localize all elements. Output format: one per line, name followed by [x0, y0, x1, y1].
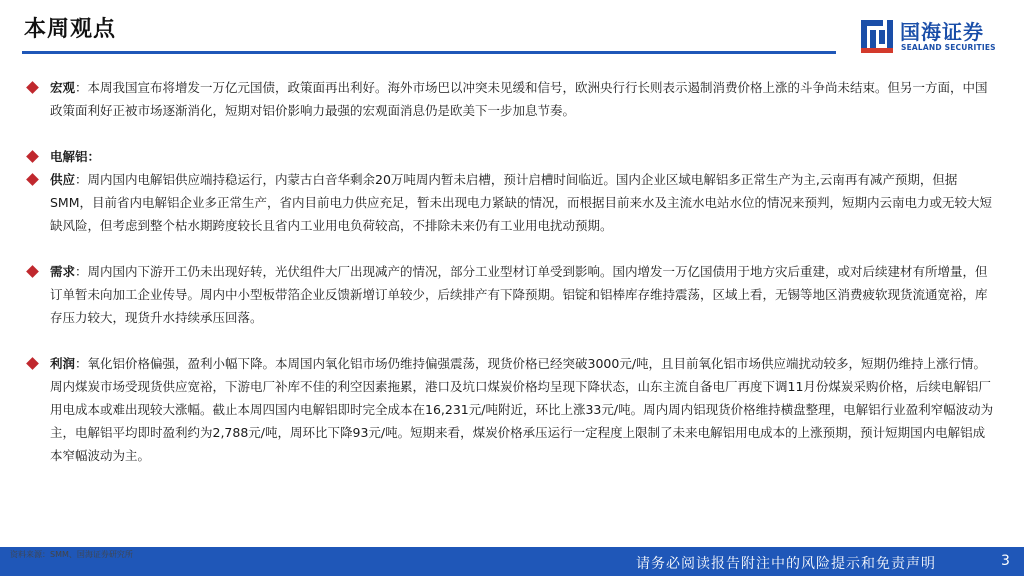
diamond-bullet-icon: [26, 81, 39, 94]
page-number: 3: [1001, 553, 1010, 569]
supply-label: 供应: [50, 172, 76, 187]
macro-label: 宏观: [50, 80, 76, 95]
electrolytic-heading: [24, 145, 996, 168]
diamond-bullet-icon: [26, 150, 39, 163]
logo-text-en: SEALAND SECURITIES: [901, 43, 996, 52]
disclaimer-text: 请务必阅读报告附注中的风险提示和免责声明: [636, 556, 936, 572]
macro-paragraph: [24, 76, 996, 122]
diamond-bullet-icon: [26, 265, 39, 278]
electrolytic-label: 电解铝：: [50, 149, 101, 164]
profit-text: ：氧化铝价格偏强，盈利小幅下降。本周国内氧化铝市场仍维持偏强震荡，现货价格已经突破3000元/吨，且目前氧化铝市场供应端扰动较多，短期仍维持上涨行情。周内煤炭市场受现货供应宽裕，下游电厂补库不佳的利空因素拖累，港口及坑口煤炭价格均呈现下降状态，山东主流自备电厂再度下调11月份煤炭采购价格，后续电解铝厂用电成本或难出现较大涨幅。截止本周四国内电解铝即时完全成本在16,231元/吨附近，环比上涨33元/吨。周内周内铝现货价格维持横盘整理，电解铝行业盈利窄幅波动为主，电解铝平均即时盈利约为2,788元/吨，周环比下降93元/吨。短期来看，煤炭价格承压运行一定程度上限制了未来电解铝用电成本的上涨预期，预计短期国内电解铝成本窄幅波动为主。: [50, 356, 994, 463]
profit-paragraph: [24, 352, 996, 467]
diamond-bullet-icon: [26, 357, 39, 370]
company-logo: [860, 16, 1010, 56]
page-title: 本周观点: [24, 17, 117, 42]
profit-label: 利润: [50, 356, 76, 371]
supply-text: ：周内国内电解铝供应端持稳运行，内蒙古白音华剩余20万吨周内暂未启槽，预计启槽时间临近。国内企业区域电解铝多正常生产为主,云南再有减产预期，但据SMM，目前省内电解铝企业多正常生产，省内目前电力供应充足，暂未出现电力紧缺的情况，而根据目前来水及主流水电站水位的情况来预判，短期内云南电力或无较大短缺风险，但考虑到整个枯水期跨度较长且省内工业用电负荷较高，不排除未来仍有工业用电扰动预期。: [50, 172, 993, 233]
macro-text: ：本周我国宣布将增发一万亿元国债，政策面再出利好。海外市场巴以冲突未见缓和信号，欧洲央行行长则表示遏制消费价格上涨的斗争尚未结束。但另一方面，中国政策面利好正被市场逐渐消化，短期对铝价影响力最强的宏观面消息仍是欧美下一步加息节奏。: [50, 80, 988, 118]
supply-paragraph: [24, 168, 996, 237]
source-note: 资料来源：SMM、国海证券研究所: [10, 550, 133, 559]
logo-mark-icon: [860, 18, 894, 54]
demand-text: ：周内国内下游开工仍未出现好转，光伏组件大厂出现减产的情况，部分工业型材订单受到影响。国内增发一万亿国债用于地方灾后重建，或对后续建材有所增量，但订单暂未向加工企业传导。周内中小型板带箔企业反馈新增订单较少，后续排产有下降预期。铝锭和铝棒库存维持震荡，区域上看，无锡等地区消费疲软现货流通宽裕，库存压力较大，现货升水持续承压回落。: [50, 264, 988, 325]
logo-text-cn: 国海证券: [900, 20, 984, 44]
content-body: [24, 76, 996, 467]
title-divider: [22, 51, 836, 54]
demand-paragraph: [24, 260, 996, 329]
diamond-bullet-icon: [26, 173, 39, 186]
demand-label: 需求: [50, 264, 76, 279]
